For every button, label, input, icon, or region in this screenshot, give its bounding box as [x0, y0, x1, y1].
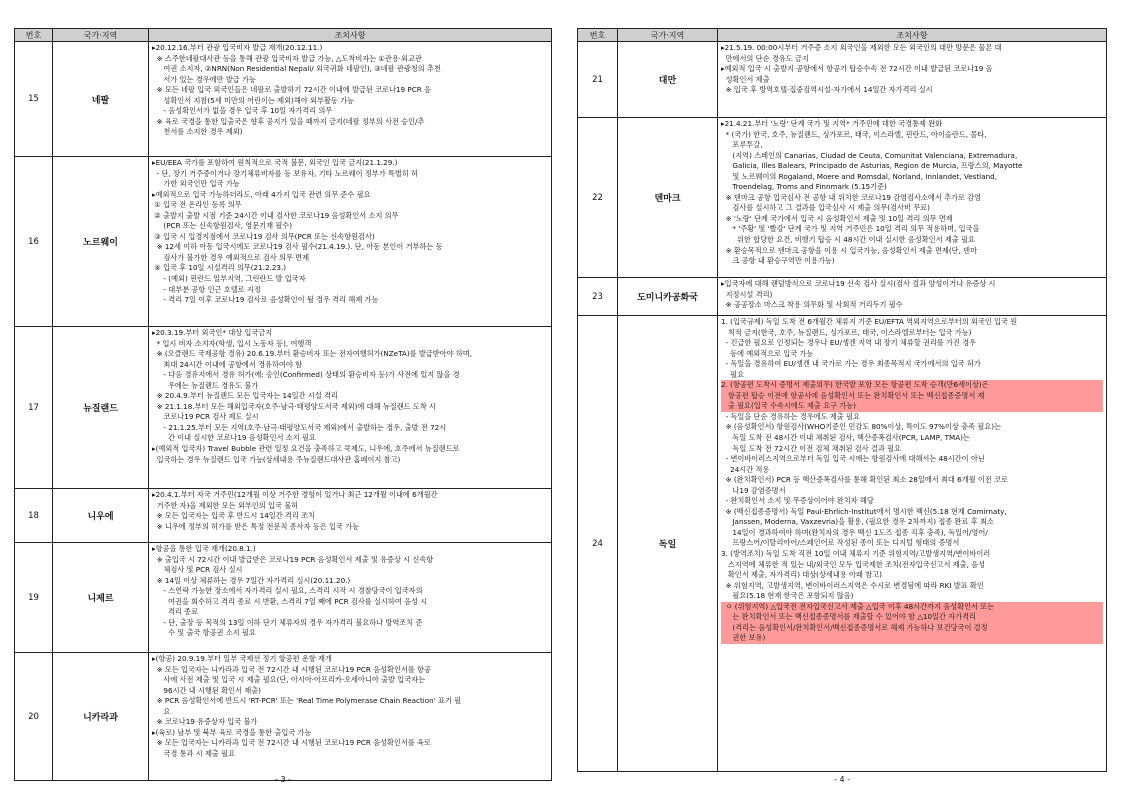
measure-line: ④ 입국 후 10일 시설격리 의무(21.2.23.)	[152, 263, 287, 273]
measure-line: - 독일을 단순 경유하는 경우에도 제출 필요	[721, 411, 860, 421]
measures-cell	[718, 42, 1107, 118]
page-right	[577, 28, 1107, 772]
measure-line: Troendelag, Troms and Finnmark (5.15기준)	[721, 182, 887, 192]
measure-line: ▸21.5.19. 00:00시부터 거주증 소지 외국인을 제외한 모든 외국인의 대만 방문은 물론 대	[721, 43, 1002, 52]
measure-line: ▸EU/EEA 국가를 포함하여 원칙적으로 국적 불문, 외국인 입국 금지(21.1.29.)	[152, 158, 398, 167]
measure-line: 크 공항 내 환승구역만 이용가능)	[721, 256, 835, 266]
measure-line: - 21.1.25.부터 모든 지역(호주·남극·태평양도서국 제외)에서 출발하는 경우, 출발 전 72시	[152, 422, 447, 432]
measure-line: ▸20.4.1.부터 자국 거주민(12개월 이상 거주한 경험이 있거나 최근 12개월 이내에 6개월간	[152, 490, 438, 499]
table-row	[15, 157, 552, 327]
country-name: 니카라과	[53, 653, 149, 781]
page-number: - 3 -	[275, 775, 291, 784]
measures-cell	[149, 653, 552, 781]
page-number: - 4 -	[834, 775, 850, 784]
measure-line: 성확인서 제출	[721, 74, 770, 84]
measure-line: 필요(5.18 현재 한국은 포함되지 않음)	[721, 591, 854, 601]
measure-line: 1. (입국규제) 독일 도착 전 6개월간 체류지 기준 EU/EFTA 역외지역으로부터의 외국인 입국 원	[721, 317, 1018, 326]
measure-line: ▸21.4.21.부터 '노랑' 단계 국가 및 지역* 거주민에 대한 국경통제 완화	[721, 119, 943, 128]
measures-cell	[718, 316, 1107, 772]
measure-line: (격리는 음성확인서/완치확인서/백신접종증명서로 해제 가능하나 보건당국이 결정	[721, 623, 1103, 634]
measure-line: 프랑스어/이탈리아어/스페인어로 작성된 종이 또는 디지털 형태의 증명서	[721, 538, 960, 548]
measure-line: - 음성확인서가 없을 경우 입국 후 10일 자가격리 의무	[152, 106, 333, 116]
measure-line: - 대부분 공항 인근 호텔로 지정	[152, 284, 261, 294]
measure-line: 만에서의 단순 경유도 금지	[721, 53, 809, 63]
table-row	[578, 316, 1107, 772]
measure-line: 사에 사전 제출 및 입국 시 제출 필요(단, 아시아·아프리카·오세아니아 출발 입국자는	[152, 675, 426, 685]
measure-line: 출 필요(입국 수속시에도 제출 요구 가능)	[721, 401, 1103, 412]
header-no: 번호	[578, 29, 618, 42]
measure-line: 96시간 내 시행된 확인서 제출)	[152, 685, 261, 695]
measure-line: 체검사 및 PCR 검사 실시	[152, 565, 243, 575]
measure-line: 는 완치확인서 또는 백신접종증명서를 제출할 수 있어야 함 △10일간 자가격리	[721, 612, 1103, 623]
measure-line: - 독일을 경유하여 EU/솅겐 내 국가로 가는 경우 최종목적지 국가에서의 입국 허가	[721, 359, 981, 369]
measure-line: 검사가 불가한 경우 예외적으로 검사 의무 면제	[152, 252, 310, 262]
measure-line: 성확인서 지참(5세 미만의 어린이는 제외)해야 외부활동 가능	[152, 95, 354, 105]
measure-line: 코로나19 PCR 검사 제도 실시	[152, 412, 259, 422]
measure-line: ※ 20.4.9.부터 뉴질랜드 모든 입국자는 14일간 시설 격리	[152, 391, 338, 401]
measure-line: ※ 21.1.18.부터 모든 해외입국자(호주·남극·태평양도서국 제외)에 대해 뉴질랜드 도착 시	[152, 401, 437, 411]
measure-line: - 변이바이러스지역으로부터 독일 입국 시에는 항원검사에 대해서는 48시간이 아닌	[721, 454, 985, 464]
measure-line: 칙적 금지(한국, 호주, 뉴질랜드, 싱가포르, 태국, 이스라엘로부터는 입국 가능)	[721, 327, 972, 337]
measure-line: 가한 외국인만 입국 가능	[152, 179, 240, 189]
header-measure: 조치사항	[718, 29, 1107, 42]
measure-line: (지역) 스페인의 Canarias, Ciudad de Ceuta, Comunitat Valenciana, Extremadura,	[721, 150, 1018, 160]
measure-line: ※ 위험지역, 고발생지역, 변이바이러스지역은 수시로 변경됨에 따라 RKI 발표 확인	[721, 580, 984, 590]
country-name: 니제르	[53, 543, 149, 653]
measure-line: ※ 모든 네팔 입국 외국인들은 네팔로 출발하기 72시간 이내에 발급된 코로나19 PCR 음	[152, 85, 431, 95]
measure-line: 독일 도착 전 48시간 이내 채취된 검사, 핵산증폭검사(PCR, LAMP, TMA)는	[721, 433, 970, 443]
measure-line: ▸(항공) 20.9.19.부터 일부 국제선 정기 항공편 운항 재개	[152, 654, 332, 663]
measure-line: 거주한 자)을 제외한 모든 외부인의 입국 불허	[152, 500, 299, 510]
measure-line: 나19 감염증명서	[721, 485, 786, 495]
measure-line: - 긴급한 필요로 인정되는 경우나 EU/솅겐 지역 내 장기 체류할 권리를 가진 경우	[721, 338, 977, 348]
country-name: 노르웨이	[53, 157, 149, 327]
table-header	[578, 29, 1107, 42]
measure-line: ※ (음성확인서) 항원검사(WHO기준인 민감도 80%이상, 특이도 97%이상 충족 필요)는	[721, 422, 1001, 432]
header-country: 국가·지역	[618, 29, 718, 42]
measure-line: ▸항공을 통한 입국 재개(20.8.1.)	[152, 544, 256, 553]
table-header	[15, 29, 552, 42]
measure-line: - 다음 경유지에서 경유 허가(예: 승인(Confirmed) 상태의 환승비자 등)가 사전에 있지 않을 경	[152, 370, 460, 380]
measure-line: 2. (항공편 도착시 증명서 제출의무) 한국발 포함 모든 항공편 도착 승객(만6세이상)은	[721, 380, 1103, 391]
measure-line: ※ 입국 후 방역호텔·집중검역시설·자가에서 14일간 자가격리 실시	[721, 85, 933, 95]
measure-line: ※ PCR 음성확인서에 반드시 'RT-PCR' 또는 'Real Time Polymerase Chain Reaction' 표기 필	[152, 696, 462, 706]
table-row	[15, 489, 552, 543]
row-number: 18	[15, 489, 53, 543]
measure-line: 격리 종료	[152, 607, 199, 617]
row-number: 17	[15, 327, 53, 489]
row-number: 16	[15, 157, 53, 327]
measure-line: ※ 코로나19 유증상자 입국 불가	[152, 717, 258, 727]
measures-cell	[149, 157, 552, 327]
measure-line: 우에는 뉴질랜드 경유도 불가	[152, 380, 259, 390]
table-row	[15, 327, 552, 489]
measure-line: 위한 합당한 요건, 비행기 탑승 시 48시간 이내 실시한 음성확인서 제출 필요	[721, 235, 975, 245]
measure-line: ※ 14일 이상 체류하는 경우 7일간 자가격리 실시(20.11.20.)	[152, 575, 351, 585]
measures-cell	[149, 42, 552, 157]
row-number: 20	[15, 653, 53, 781]
table-row	[15, 42, 552, 157]
measures-cell	[718, 278, 1107, 316]
measure-line: 등에 예외적으로 입국 가능	[721, 348, 814, 358]
measures-table-left	[14, 28, 552, 781]
measure-line: 요	[152, 706, 171, 716]
row-number: 24	[578, 316, 618, 772]
measure-line: ▸(육로) 남부 및 북부 육로 국경을 통한 출입국 가능	[152, 727, 312, 737]
measure-line: 지정시설 격리)	[721, 289, 773, 299]
measure-line: ※ 모든 입국자는 니카라과 입국 전 72시간 내 시행된 코로나19 PCR 음성확인서를 항공	[152, 664, 431, 674]
measure-line: 항공편 탑승 이전에 항공사에 음성확인서 또는 완치확인서 또는 백신접종증명서 제	[721, 391, 1103, 402]
measure-line: (PCR 또는 신속항원검사, 영문기재 필수)	[152, 221, 293, 231]
measure-line: 서가 있는 경우에만 발급 가능	[152, 74, 256, 84]
measure-line: ② 출발지 출발 시점 기준 24시간 이내 검사한 코로나19 음성확인서 소지 의무	[152, 210, 399, 220]
measure-line: 간 이내 실시한 코로나19 음성확인서 소지 필요	[152, 433, 316, 443]
table-row	[578, 278, 1107, 316]
measure-line: - 격리 7일 이후 코로나19 검사로 음성확인이 될 경우 격리 해제 가능	[152, 295, 379, 305]
measure-line: ③ 입국 시 입경지점에서 코로나19 검사 의무(PCR 또는 신속항원검사)	[152, 231, 375, 241]
measure-line: ※ 모든 입국자는 니카라과 입국 전 72시간 내 시행된 코로나19 PCR 음성확인서를 육로	[152, 738, 431, 748]
measure-line: * (국가) 한국, 호주, 뉴질랜드, 싱가포르, 태국, 이스라엘, 핀란드, 아이슬란드, 몰타,	[721, 129, 987, 139]
header-no: 번호	[15, 29, 53, 42]
measure-line: ▸입국자에 대해 랜덤방식으로 코로나19 신속 검사 실시(검사 결과 양성이거나 유증상 시	[721, 279, 996, 288]
measure-line: ※ 12세 이하 아동 입국시에도 코로나19 검사 필수(21.4.19.). 단, 아동 본인이 거부하는 등	[152, 242, 443, 252]
measure-line: 최대 24시간 이내에 공항에서 경유하여야 함	[152, 359, 303, 369]
measure-line: * '주황' 및 '빨강' 단계 국가 및 지역 거주민은 10일 격리 의무 적용하며, 입국을	[721, 224, 980, 234]
measure-line: ※ 니우에 정부의 허가를 받은 특정 전문직 종사자 등은 입국 가능	[152, 521, 360, 531]
measure-line: ㅇ (위험지역) △입국전 전자입국신고서 제출 △입국 이후 48시간까지 음성확인서 또는	[721, 602, 1103, 613]
measure-line: ※ 육로 국경을 통한 입출국은 향후 공지가 있을 때까지 금지(네팔 정부의 사전 승인/추	[152, 116, 425, 126]
measure-line: ※ (백신접종증명서) 독일 Paul-Ehrlich-Institut에서 명시한 백신(5.18 현재 Comirnaty,	[721, 506, 1007, 516]
measure-line: 수 및 출국 항공권 소지 필요	[152, 628, 256, 638]
measure-line: ※ (오클랜드 국제공항 경유) 20.6.19.부터 환승비자 또는 전자여행허가(NZeTA)를 발급받아야 하며,	[152, 349, 473, 359]
row-number: 22	[578, 118, 618, 278]
page-left	[14, 28, 552, 781]
table-body	[578, 42, 1107, 772]
measure-line: 국경 통과 시 제출 필요	[152, 748, 236, 758]
header-country: 국가·지역	[53, 29, 149, 42]
measure-line: 천서를 소지한 경우 제외)	[152, 127, 243, 137]
measure-line: ① 입국 전 온라인 등록 의무	[152, 200, 242, 210]
measure-line: Janssen, Moderna, Vaxzevria)을 활용, (필요한 경우 2차까지) 접종 완료 후 최소	[721, 517, 994, 527]
country-name: 니우에	[53, 489, 149, 543]
measure-line: Galicia, Illes Balears, Principado de Asturias, Region de Murcia, 프랑스의, Mayotte	[721, 161, 1023, 171]
measure-line: ※ 공공장소 마스크 착용 의무화 및 사회적 거리두기 필수	[721, 300, 903, 310]
measure-line: 포루투갈,	[721, 140, 763, 150]
measures-cell	[149, 327, 552, 489]
measure-line: ▸20.3.19.부터 외국인* 대상 입국금지	[152, 328, 273, 337]
country-name: 덴마크	[618, 118, 718, 278]
measure-line: ※ 모든 입국자는 입국 후 반드시 14일간 격리 조치	[152, 511, 315, 521]
measure-line: 스지역에 체류한 적 있는 내/외국인 모두 입국제한 조치(전자입국신고서 제출, 음성	[721, 559, 986, 569]
measure-line: ▸예외적으로 입국 가능하더라도, 아래 4가지 입국 관련 의무 준수 필요	[152, 189, 371, 199]
row-number: 15	[15, 42, 53, 157]
measure-line: ※ (완치확인서) PCR 등 핵산증폭검사를 통해 확인된 최소 28일에서 최대 6개월 이전 코로	[721, 475, 1008, 485]
measure-line: 필요	[721, 369, 745, 379]
table-row	[578, 118, 1107, 278]
country-name: 도미니카공화국	[618, 278, 718, 316]
measure-line: 입국하는 경우 뉴질랜드 입국 가능(상세내용 주뉴질랜드대사관 홈페이지 참고)	[152, 454, 401, 464]
measure-line: ※ 스주한네팔대사관 등을 통해 관광 입국비자 발급 가능, △도착비자는 ①관용·외교관	[152, 53, 422, 63]
measure-line: 및 노르웨이의 Rogaland, Moere and Romsdal, Norland, Innlandet, Vestland,	[721, 171, 997, 181]
table-body	[15, 42, 552, 781]
country-name: 뉴질랜드	[53, 327, 149, 489]
row-number: 23	[578, 278, 618, 316]
measure-line: 권한 보유)	[721, 633, 1103, 644]
measure-line: 검사를 실시하고 그 결과를 입국심사 시 제출 의무(검사비 무료)	[721, 203, 930, 213]
measure-line: ※ '노랑' 단계 국가에서 입국 시 음성확인서 제출 및 10일 격리 의무 면제	[721, 213, 953, 223]
measure-line: 14일이 경과하여야 하며(완치자의 경우 백신 1도즈 접종 직후 충족), 독일어/영어/	[721, 527, 988, 537]
country-name: 네팔	[53, 42, 149, 157]
measure-line: ▸20.12.16.부터 관광 입국비자 발급 재개(20.12.11.)	[152, 43, 323, 52]
country-name: 독일	[618, 316, 718, 772]
measure-line: - 스연락 가능한 장소에서 자가격리 실시 필요, 스격리 시작 시 경찰당국이 입국자의	[152, 586, 423, 596]
header-measure: 조치사항	[149, 29, 552, 42]
row-number: 19	[15, 543, 53, 653]
table-row	[15, 543, 552, 653]
table-row	[15, 653, 552, 781]
measure-line: 여권 소지자, ②NRN(Non Residential Nepali/ 외국귀화 네팔인), ③네팔 관광청의 추천	[152, 64, 441, 74]
measure-line: 24시간 적용	[721, 464, 770, 474]
measure-line: - (예외) 핀란드 일부지역, 그린란드 발 입국자	[152, 274, 306, 284]
measures-cell	[149, 543, 552, 653]
measure-line: 여권을 회수하고 격리 종료 시 반환, 스격리 7일 째에 PCR 검사를 실시하여 음성 시	[152, 596, 428, 606]
country-name: 대만	[618, 42, 718, 118]
measure-line: * 입시 비자 소지자(학생, 입시 노동자 등), 여행객	[152, 338, 312, 348]
measures-cell	[149, 489, 552, 543]
row-number: 21	[578, 42, 618, 118]
measure-line: 독일 도착 전 72시간 이전 검체 채취된 검사 결과 필요	[721, 443, 901, 453]
measure-line: ▸(예외적 입국자) Travel Bubble 관련 일정 요건을 충족하고 쿡제도, 니우에, 호주에서 뉴질랜드로	[152, 444, 460, 454]
measure-line: - 단, 장기 거주증이거나 장기체류비자를 등 보유자, 기타 노르웨이 정부가 특별히 허	[152, 168, 418, 178]
measure-line: ▸예외적 입국 시 출발지 공항에서 항공기 탑승수속 전 72시간 이내 발급된 코로나19 음	[721, 64, 993, 74]
measure-line: - 단, 출장 등 목적의 13일 이하 단기 체류자의 경우 자가격리 불요하나 방역조치 준	[152, 617, 423, 627]
measure-line: - 완치확인서 소지 및 무증상이어야 완치자 해당	[721, 496, 874, 506]
measure-line: ※ 덴마크 공항 입국심사 전 공항 내 위치한 코로나19 감염검사소에서 추가로 감염	[721, 192, 982, 202]
measure-line: ※ 환승목적으로 덴마크 공항을 이용 시 입국가능, 음성확인서 제출 면제(단, 덴마	[721, 245, 978, 255]
measure-line: 3. (방역조치) 독일 도착 직전 10일 이내 체류지 기준 위험지역/고발생지역/변이바이러	[721, 549, 991, 559]
measures-table-right	[577, 28, 1107, 772]
measure-line: ※ 출입국 시 72시간 이내 발급받은 코로나19 PCR 음성확인서 제출 및 유증상 시 신속항	[152, 554, 434, 564]
measures-cell	[718, 118, 1107, 278]
measure-line: 확인서 제출, 자가격리) 대상(상세내용 아래 참고)	[721, 570, 882, 580]
table-row	[578, 42, 1107, 118]
